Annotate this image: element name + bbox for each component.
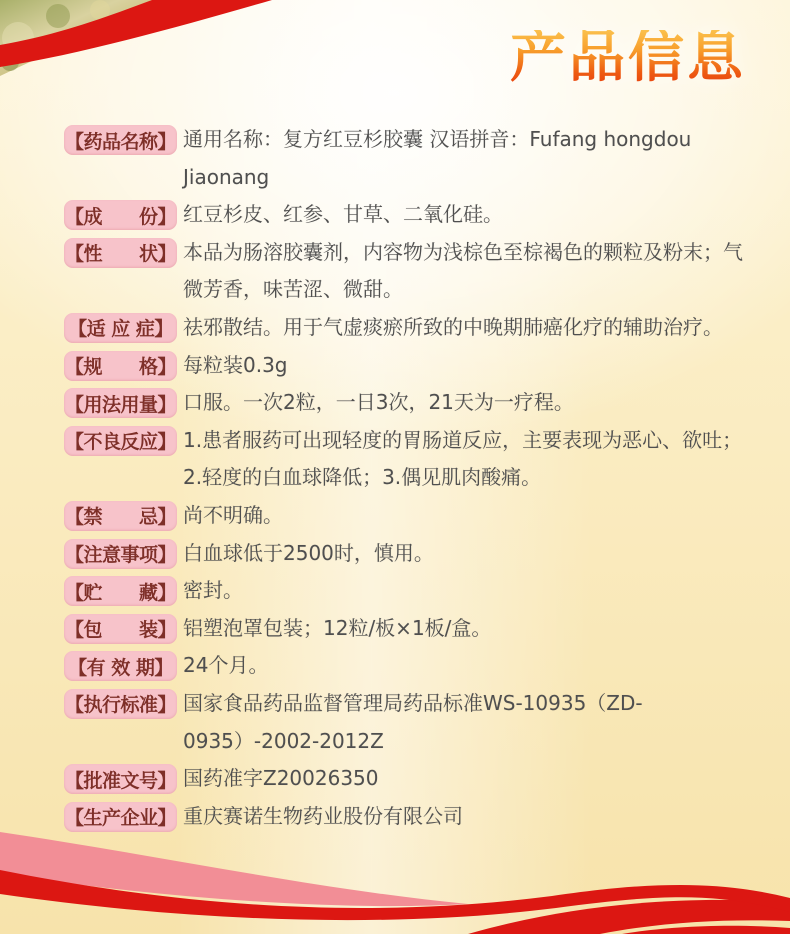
field-label-pill: 【禁 忌】 [64, 501, 177, 531]
bottom-ribbon-decoration [0, 822, 790, 934]
field-row-executive-standard [64, 685, 748, 760]
field-value: 24个月。 [183, 653, 269, 678]
product-info-fields [64, 121, 748, 835]
field-label-pill: 【用法用量】 [64, 388, 177, 418]
field-value: 白血球低于2500时，慎用。 [183, 540, 434, 565]
field-value: 通用名称：复方红豆杉胶囊 汉语拼音：Fufang hongdou Jiaonang [183, 127, 692, 189]
field-row-approval-number [64, 760, 748, 798]
field-value: 口服。一次2粒，一日3次，21天为一疗程。 [183, 390, 574, 415]
field-label-pill: 【贮 藏】 [64, 576, 177, 606]
bottom-cream-stripe [600, 920, 790, 934]
field-value: 重庆赛诺生物药业股份有限公司 [183, 803, 463, 828]
field-row-shelf-life [64, 647, 748, 685]
bottom-red-thin-swoosh [0, 870, 790, 920]
field-row-packaging [64, 610, 748, 648]
field-value: 每粒装0.3g [183, 352, 288, 377]
field-label-pill: 【包 装】 [64, 614, 177, 644]
field-label-pill: 【有 效 期】 [64, 651, 177, 681]
field-row-description [64, 234, 748, 309]
field-label-pill: 【药品名称】 [64, 125, 177, 155]
field-value: 祛邪散结。用于气虚痰瘀所致的中晚期肺癌化疗的辅助治疗。 [183, 314, 723, 339]
field-row-dosage [64, 384, 748, 422]
field-row-adverse-reactions [64, 422, 748, 497]
field-label-pill: 【规 格】 [64, 351, 177, 381]
bottom-pink-wave [0, 832, 468, 906]
field-label-pill: 【不良反应】 [64, 426, 177, 456]
field-row-specification [64, 347, 748, 385]
field-row-manufacturer [64, 798, 748, 836]
page-title: 产品信息 [510, 25, 746, 90]
corner-photo [0, 0, 170, 76]
field-row-ingredients [64, 196, 748, 234]
field-value: 密封。 [183, 578, 243, 603]
field-value: 尚不明确。 [183, 502, 283, 527]
field-row-precautions [64, 535, 748, 573]
field-value: 国家食品药品监督管理局药品标准WS-10935（ZD-0935）-2002-2012Z [183, 690, 643, 753]
field-label-pill: 【适 应 症】 [64, 313, 177, 343]
field-row-storage [64, 572, 748, 610]
field-value: 本品为肠溶胶囊剂，内容物为浅棕色至棕褐色的颗粒及粉末；气微芳香，味苦涩、微甜。 [183, 239, 743, 302]
field-value: 铝塑泡罩包装；12粒/板×1板/盒。 [183, 615, 492, 640]
field-value: 红豆杉皮、红参、甘草、二氧化硅。 [183, 202, 503, 227]
field-label-pill: 【成 份】 [64, 200, 177, 230]
top-red-swoosh [0, 0, 272, 67]
field-label-pill: 【性 状】 [64, 238, 177, 268]
field-label-pill: 【注意事项】 [64, 539, 177, 569]
bottom-red-corner-swoosh [468, 900, 790, 934]
field-value: 国药准字Z20026350 [183, 766, 379, 791]
field-label-pill: 【执行标准】 [64, 689, 177, 719]
field-row-contraindications [64, 497, 748, 535]
field-value: 1.患者服药可出现轻度的胃肠道反应，主要表现为恶心、欲吐；2.轻度的白血球降低；3.偶见肌肉酸痛。 [183, 427, 743, 490]
field-label-pill: 【批准文号】 [64, 764, 177, 794]
field-label-pill: 【生产企业】 [64, 802, 177, 832]
field-row-indications [64, 309, 748, 347]
field-row-drug-name [64, 121, 748, 196]
